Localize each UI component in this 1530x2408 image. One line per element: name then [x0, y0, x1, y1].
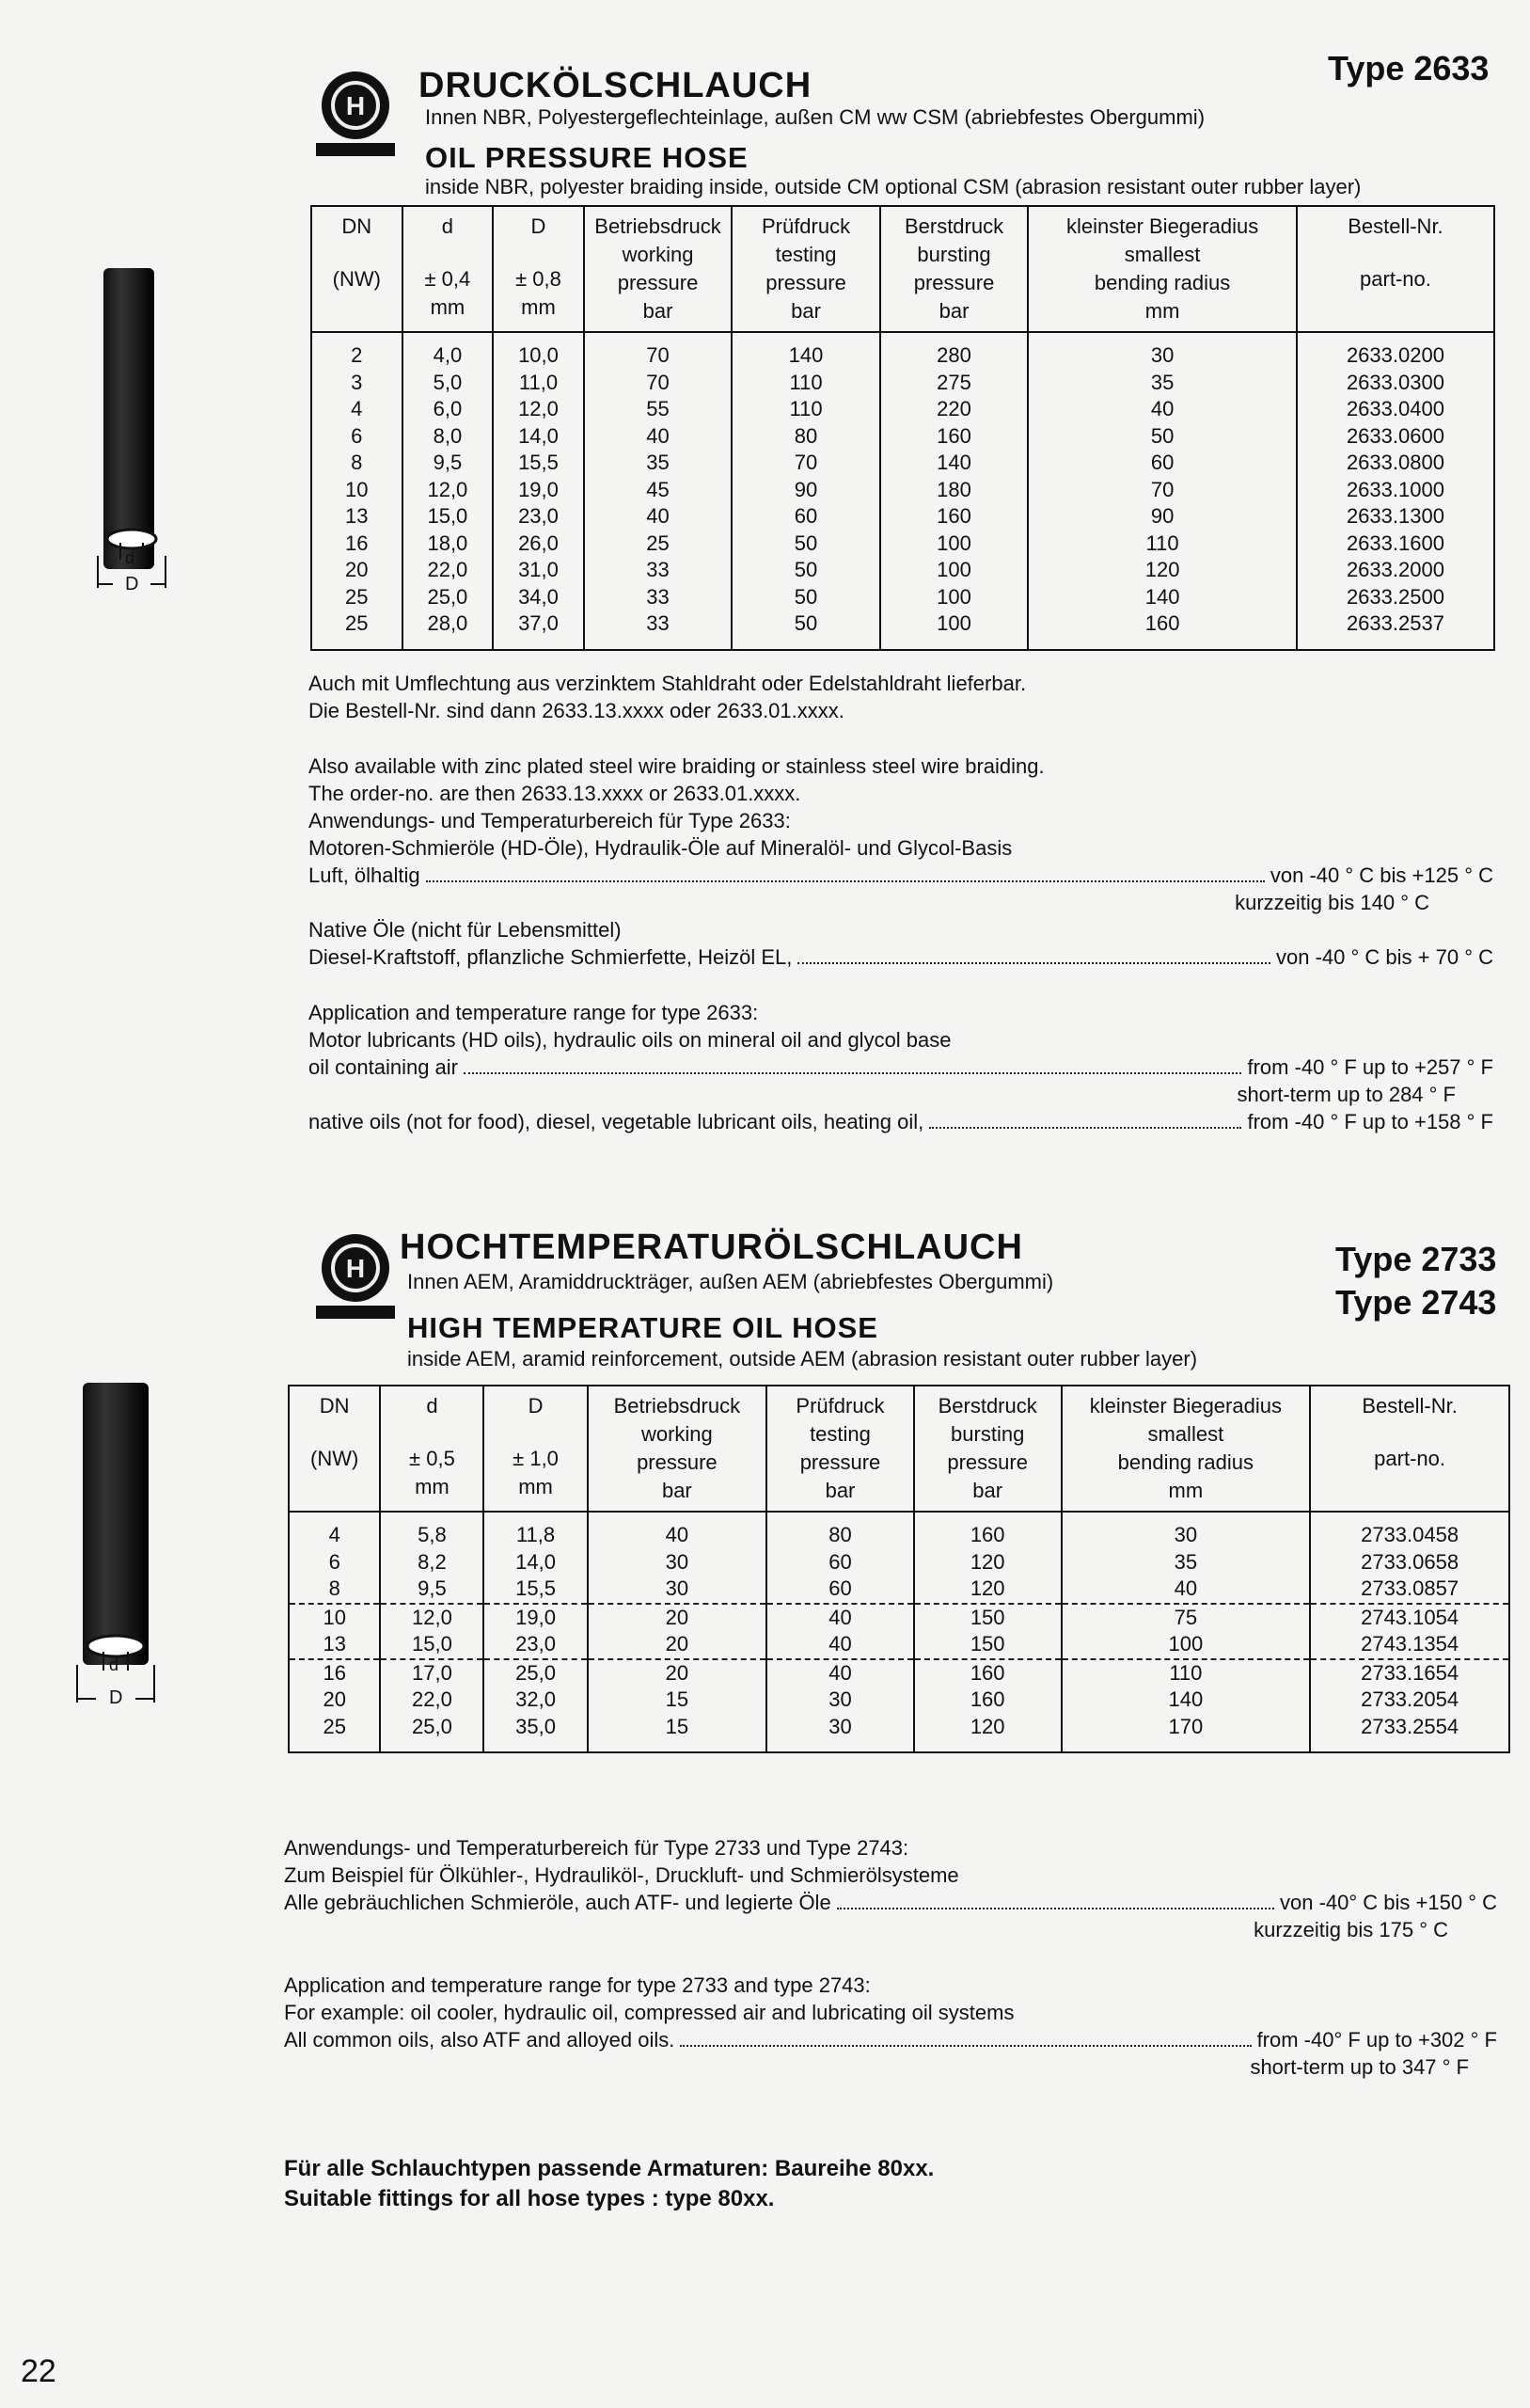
- cell-work: 15: [588, 1687, 767, 1714]
- table-row: [289, 1631, 1509, 1659]
- cell-work: 55: [584, 396, 733, 423]
- cell-test: 110: [732, 370, 880, 397]
- cell-dn: 16: [311, 531, 402, 558]
- header-bursting: Berstdruck bursting pressure bar: [880, 206, 1029, 332]
- app-de-line1: Motoren-Schmieröle (HD-Öle), Hydraulik-Öle auf Mineralöl- und Glycol-Basis: [308, 836, 1013, 860]
- cell-burst: 100: [880, 557, 1029, 584]
- header2-partno: Bestell-Nr. part-no.: [1310, 1386, 1509, 1512]
- app2-de-row1: Alle gebräuchlichen Schmieröle, auch ATF- und legierte Öle von -40° C bis +150 ° C: [284, 1891, 1497, 1914]
- cell-part: 2633.2000: [1297, 557, 1494, 584]
- fittings-note: [284, 2154, 934, 2214]
- cell-test: 60: [732, 503, 880, 531]
- cell-D: 10,0: [493, 332, 584, 370]
- cell-bend: 140: [1028, 584, 1297, 611]
- table-row: [311, 370, 1494, 397]
- header2-d: d ± 0,5 mm: [380, 1386, 483, 1512]
- cell-dn: 10: [289, 1604, 380, 1632]
- note-de-1: Auch mit Umflechtung aus verzinktem Stahldraht oder Edelstahldraht lieferbar.: [308, 672, 1027, 695]
- app2-en-short1: short-term up to 347 ° F: [1250, 2055, 1469, 2079]
- app-de-line3: Native Öle (nicht für Lebensmittel): [308, 918, 622, 942]
- cell-d: 5,0: [402, 370, 494, 397]
- cell-test: 30: [766, 1687, 914, 1714]
- diagram2-D-label: D: [109, 1687, 123, 1708]
- cell-dn: 20: [311, 557, 402, 584]
- cohline-logo-2: [310, 1230, 401, 1321]
- cell-bend: 40: [1062, 1576, 1311, 1604]
- table-row: [289, 1659, 1509, 1687]
- cell-dn: 8: [311, 450, 402, 477]
- cell-test: 50: [732, 557, 880, 584]
- diagram2-d-label: d: [109, 1656, 119, 1674]
- cell-part: 2733.2054: [1310, 1687, 1509, 1714]
- cell-burst: 160: [880, 503, 1029, 531]
- cell-d: 8,0: [402, 423, 494, 451]
- cell-dn: 6: [289, 1549, 380, 1576]
- cell-part: 2633.0400: [1297, 396, 1494, 423]
- section1-spec-table: [310, 205, 1495, 651]
- app2-de-line1: Zum Beispiel für Ölkühler-, Hydrauliköl-, Druckluft- und Schmierölsysteme: [284, 1863, 959, 1887]
- table-row: [311, 557, 1494, 584]
- table-row: [289, 1714, 1509, 1753]
- cell-test: 30: [766, 1714, 914, 1753]
- cell-bend: 70: [1028, 477, 1297, 504]
- hose-image-2: [83, 1383, 149, 1665]
- section2-type-label-2: Type 2743: [1335, 1283, 1497, 1322]
- table-row: [311, 396, 1494, 423]
- cell-test: 110: [732, 396, 880, 423]
- cell-D: 23,0: [483, 1631, 587, 1659]
- cell-D: 32,0: [483, 1687, 587, 1714]
- cell-d: 28,0: [402, 610, 494, 650]
- app-de-row2: Diesel-Kraftstoff, pflanzliche Schmierfette, Heizöl EL, von -40 ° C bis + 70 ° C: [308, 945, 1493, 969]
- cell-dn: 25: [311, 610, 402, 650]
- cell-bend: 140: [1062, 1687, 1311, 1714]
- table-row: [289, 1512, 1509, 1549]
- section2-spec-table: [288, 1385, 1510, 1753]
- table-row: [311, 531, 1494, 558]
- cell-burst: 220: [880, 396, 1029, 423]
- table-row: [311, 450, 1494, 477]
- header2-D: D ± 1,0 mm: [483, 1386, 587, 1512]
- cell-d: 9,5: [380, 1576, 483, 1604]
- cell-d: 8,2: [380, 1549, 483, 1576]
- cell-d: 12,0: [402, 477, 494, 504]
- cell-d: 22,0: [402, 557, 494, 584]
- cell-test: 50: [732, 584, 880, 611]
- cell-work: 30: [588, 1549, 767, 1576]
- diagram1-D-label: D: [125, 574, 139, 594]
- section1-subtitle-de: Innen NBR, Polyestergeflechteinlage, außen CM ww CSM (abriebfestes Obergummi): [425, 105, 1206, 129]
- table-row: [289, 1687, 1509, 1714]
- cell-d: 5,8: [380, 1512, 483, 1549]
- section2-title-en: HIGH TEMPERATURE OIL HOSE: [407, 1311, 878, 1344]
- cell-d: 18,0: [402, 531, 494, 558]
- cell-part: 2733.0857: [1310, 1576, 1509, 1604]
- section1-notes: [308, 670, 1493, 1135]
- cell-d: 4,0: [402, 332, 494, 370]
- table-row: [311, 584, 1494, 611]
- cell-burst: 160: [914, 1659, 1062, 1687]
- cell-burst: 150: [914, 1604, 1062, 1632]
- app-de-row1: Luft, ölhaltig von -40 ° C bis +125 ° C: [308, 863, 1493, 887]
- cell-dn: 13: [311, 503, 402, 531]
- cell-D: 14,0: [483, 1549, 587, 1576]
- cell-dn: 4: [311, 396, 402, 423]
- cell-D: 35,0: [483, 1714, 587, 1753]
- cell-dn: 10: [311, 477, 402, 504]
- cell-d: 9,5: [402, 450, 494, 477]
- cell-bend: 30: [1028, 332, 1297, 370]
- cell-work: 45: [584, 477, 733, 504]
- page-number: 22: [21, 2353, 56, 2389]
- cell-D: 19,0: [493, 477, 584, 504]
- cell-part: 2633.1300: [1297, 503, 1494, 531]
- section2-title-de: HOCHTEMPERATURÖLSCHLAUCH: [400, 1228, 1023, 1267]
- diagram1-d-label: d: [125, 548, 135, 567]
- svg-text:H: H: [345, 91, 366, 120]
- cell-d: 25,0: [402, 584, 494, 611]
- cell-work: 25: [584, 531, 733, 558]
- cell-part: 2743.1354: [1310, 1631, 1509, 1659]
- cell-burst: 150: [914, 1631, 1062, 1659]
- cell-work: 33: [584, 557, 733, 584]
- cell-D: 11,0: [493, 370, 584, 397]
- section2-header-row: [289, 1386, 1509, 1512]
- table-row: [311, 332, 1494, 370]
- cell-test: 40: [766, 1604, 914, 1632]
- header2-dn: DN (NW): [289, 1386, 380, 1512]
- cell-burst: 120: [914, 1576, 1062, 1604]
- cell-part: 2633.0600: [1297, 423, 1494, 451]
- cell-work: 30: [588, 1576, 767, 1604]
- cell-test: 70: [732, 450, 880, 477]
- cell-burst: 160: [914, 1512, 1062, 1549]
- app-de-title: Anwendungs- und Temperaturbereich für Type 2633:: [308, 809, 791, 832]
- cell-burst: 100: [880, 610, 1029, 650]
- cell-D: 37,0: [493, 610, 584, 650]
- cell-dn: 8: [289, 1576, 380, 1604]
- app-de-short1: kurzzeitig bis 140 ° C: [1235, 891, 1429, 914]
- cell-part: 2633.0200: [1297, 332, 1494, 370]
- cell-work: 20: [588, 1631, 767, 1659]
- cell-part: 2633.1000: [1297, 477, 1494, 504]
- cell-burst: 100: [880, 531, 1029, 558]
- svg-text:H: H: [345, 1254, 366, 1283]
- table-row: [289, 1604, 1509, 1632]
- cell-bend: 30: [1062, 1512, 1311, 1549]
- cell-work: 40: [588, 1512, 767, 1549]
- app-en-row1: oil containing air from -40 ° F up to +257 ° F: [308, 1055, 1493, 1079]
- cell-work: 40: [584, 423, 733, 451]
- cell-test: 80: [732, 423, 880, 451]
- cell-work: 33: [584, 610, 733, 650]
- cell-d: 15,0: [402, 503, 494, 531]
- cell-burst: 180: [880, 477, 1029, 504]
- cell-work: 20: [588, 1659, 767, 1687]
- cell-test: 40: [766, 1659, 914, 1687]
- cell-bend: 170: [1062, 1714, 1311, 1753]
- cell-bend: 100: [1062, 1631, 1311, 1659]
- cell-part: 2633.0800: [1297, 450, 1494, 477]
- section1-subtitle-en: inside NBR, polyester braiding inside, outside CM optional CSM (abrasion resistant outer rubber layer): [425, 175, 1362, 198]
- cell-d: 22,0: [380, 1687, 483, 1714]
- cell-work: 70: [584, 332, 733, 370]
- cell-part: 2733.1654: [1310, 1659, 1509, 1687]
- note-de-2: Die Bestell-Nr. sind dann 2633.13.xxxx oder 2633.01.xxxx.: [308, 699, 844, 722]
- cell-D: 15,5: [493, 450, 584, 477]
- cell-work: 40: [584, 503, 733, 531]
- cell-bend: 40: [1028, 396, 1297, 423]
- cell-dn: 6: [311, 423, 402, 451]
- cell-D: 34,0: [493, 584, 584, 611]
- cell-D: 25,0: [483, 1659, 587, 1687]
- app2-de-short1: kurzzeitig bis 175 ° C: [1254, 1918, 1448, 1941]
- section2-subtitle-de: Innen AEM, Aramiddruckträger, außen AEM (abriebfestes Obergummi): [407, 1270, 1054, 1293]
- cell-burst: 280: [880, 332, 1029, 370]
- cell-work: 20: [588, 1604, 767, 1632]
- app-en-title: Application and temperature range for type 2633:: [308, 1001, 759, 1024]
- cell-work: 70: [584, 370, 733, 397]
- header-D: D ± 0,8 mm: [493, 206, 584, 332]
- section2-subtitle-en: inside AEM, aramid reinforcement, outside AEM (abrasion resistant outer rubber layer): [407, 1347, 1198, 1370]
- cell-part: 2733.0658: [1310, 1549, 1509, 1576]
- cell-part: 2633.2537: [1297, 610, 1494, 650]
- cell-part: 2633.0300: [1297, 370, 1494, 397]
- cell-test: 60: [766, 1549, 914, 1576]
- app-en-short1: short-term up to 284 ° F: [1237, 1083, 1456, 1106]
- cell-work: 33: [584, 584, 733, 611]
- section2-notes: [284, 1834, 1497, 2081]
- cell-part: 2733.2554: [1310, 1714, 1509, 1753]
- header-testing: Prüfdruck testing pressure bar: [732, 206, 880, 332]
- cell-d: 6,0: [402, 396, 494, 423]
- header-working: Betriebsdruck working pressure bar: [584, 206, 733, 332]
- section1-header-row: [311, 206, 1494, 332]
- cell-bend: 160: [1028, 610, 1297, 650]
- app2-en-row1: All common oils, also ATF and alloyed oils. from -40° F up to +302 ° F: [284, 2028, 1497, 2052]
- cell-burst: 140: [880, 450, 1029, 477]
- section1-type-label: Type 2633: [1328, 49, 1490, 87]
- cell-bend: 50: [1028, 423, 1297, 451]
- app-en-line1: Motor lubricants (HD oils), hydraulic oils on mineral oil and glycol base: [308, 1028, 952, 1052]
- cell-d: 12,0: [380, 1604, 483, 1632]
- cell-bend: 75: [1062, 1604, 1311, 1632]
- cell-burst: 160: [880, 423, 1029, 451]
- cell-D: 15,5: [483, 1576, 587, 1604]
- cell-d: 17,0: [380, 1659, 483, 1687]
- note-en-2: The order-no. are then 2633.13.xxxx or 2633.01.xxxx.: [308, 782, 801, 805]
- app2-de-title: Anwendungs- und Temperaturbereich für Type 2733 und Type 2743:: [284, 1836, 909, 1860]
- cell-dn: 25: [289, 1714, 380, 1753]
- table-row: [289, 1576, 1509, 1604]
- cell-dn: 13: [289, 1631, 380, 1659]
- cell-burst: 100: [880, 584, 1029, 611]
- header2-bursting: Berstdruck bursting pressure bar: [914, 1386, 1062, 1512]
- cell-test: 40: [766, 1631, 914, 1659]
- cell-dn: 25: [311, 584, 402, 611]
- cell-dn: 2: [311, 332, 402, 370]
- header-d: d ± 0,4 mm: [402, 206, 494, 332]
- table-row: [311, 610, 1494, 650]
- header2-working: Betriebsdruck working pressure bar: [588, 1386, 767, 1512]
- table-row: [289, 1549, 1509, 1576]
- cell-bend: 60: [1028, 450, 1297, 477]
- cell-dn: 4: [289, 1512, 380, 1549]
- header-partno: Bestell-Nr. part-no.: [1297, 206, 1494, 332]
- section1-title-en: OIL PRESSURE HOSE: [425, 141, 749, 174]
- cell-D: 31,0: [493, 557, 584, 584]
- cell-test: 80: [766, 1512, 914, 1549]
- cell-dn: 3: [311, 370, 402, 397]
- table-row: [311, 503, 1494, 531]
- hose-diagram-1: [94, 522, 169, 597]
- cell-part: 2633.1600: [1297, 531, 1494, 558]
- cell-work: 15: [588, 1714, 767, 1753]
- table-row: [311, 477, 1494, 504]
- cell-bend: 35: [1062, 1549, 1311, 1576]
- cell-bend: 35: [1028, 370, 1297, 397]
- cell-d: 25,0: [380, 1714, 483, 1753]
- app-en-row2: native oils (not for food), diesel, vegetable lubricant oils, heating oil, from -40 ° F up to +158 ° F: [308, 1110, 1493, 1133]
- cell-bend: 110: [1028, 531, 1297, 558]
- table-row: [311, 423, 1494, 451]
- app2-en-line1: For example: oil cooler, hydraulic oil, compressed air and lubricating oil systems: [284, 2001, 1015, 2024]
- cell-test: 50: [732, 610, 880, 650]
- header2-bending: kleinster Biegeradius smallest bending radius mm: [1062, 1386, 1311, 1512]
- section2-type-label-1: Type 2733: [1335, 1240, 1497, 1278]
- cell-burst: 160: [914, 1687, 1062, 1714]
- cell-dn: 16: [289, 1659, 380, 1687]
- note-en-1: Also available with zinc plated steel wire braiding or stainless steel wire braiding.: [308, 754, 1045, 778]
- cell-D: 23,0: [493, 503, 584, 531]
- cell-burst: 120: [914, 1549, 1062, 1576]
- cell-bend: 120: [1028, 557, 1297, 584]
- cell-part: 2733.0458: [1310, 1512, 1509, 1549]
- fittings-en: Suitable fittings for all hose types : type 80xx.: [284, 2186, 775, 2211]
- cell-burst: 120: [914, 1714, 1062, 1753]
- cell-D: 26,0: [493, 531, 584, 558]
- cell-work: 35: [584, 450, 733, 477]
- fittings-de: Für alle Schlauchtypen passende Armaturen: Baureihe 80xx.: [284, 2156, 935, 2181]
- header2-testing: Prüfdruck testing pressure bar: [766, 1386, 914, 1512]
- cell-test: 50: [732, 531, 880, 558]
- hose-diagram-2: [73, 1627, 158, 1712]
- cell-burst: 275: [880, 370, 1029, 397]
- cell-dn: 20: [289, 1687, 380, 1714]
- header-bending: kleinster Biegeradius smallest bending radius mm: [1028, 206, 1297, 332]
- cell-D: 11,8: [483, 1512, 587, 1549]
- cell-d: 15,0: [380, 1631, 483, 1659]
- cell-bend: 110: [1062, 1659, 1311, 1687]
- cell-part: 2743.1054: [1310, 1604, 1509, 1632]
- header-dn: DN (NW): [311, 206, 402, 332]
- section1-title-de: DRUCKÖLSCHLAUCH: [418, 66, 812, 105]
- cell-test: 90: [732, 477, 880, 504]
- cell-D: 14,0: [493, 423, 584, 451]
- cell-test: 140: [732, 332, 880, 370]
- cell-part: 2633.2500: [1297, 584, 1494, 611]
- cell-D: 19,0: [483, 1604, 587, 1632]
- cell-D: 12,0: [493, 396, 584, 423]
- cell-test: 60: [766, 1576, 914, 1604]
- cohline-logo-1: [310, 68, 401, 158]
- app2-en-title: Application and temperature range for type 2733 and type 2743:: [284, 1973, 871, 1997]
- cell-bend: 90: [1028, 503, 1297, 531]
